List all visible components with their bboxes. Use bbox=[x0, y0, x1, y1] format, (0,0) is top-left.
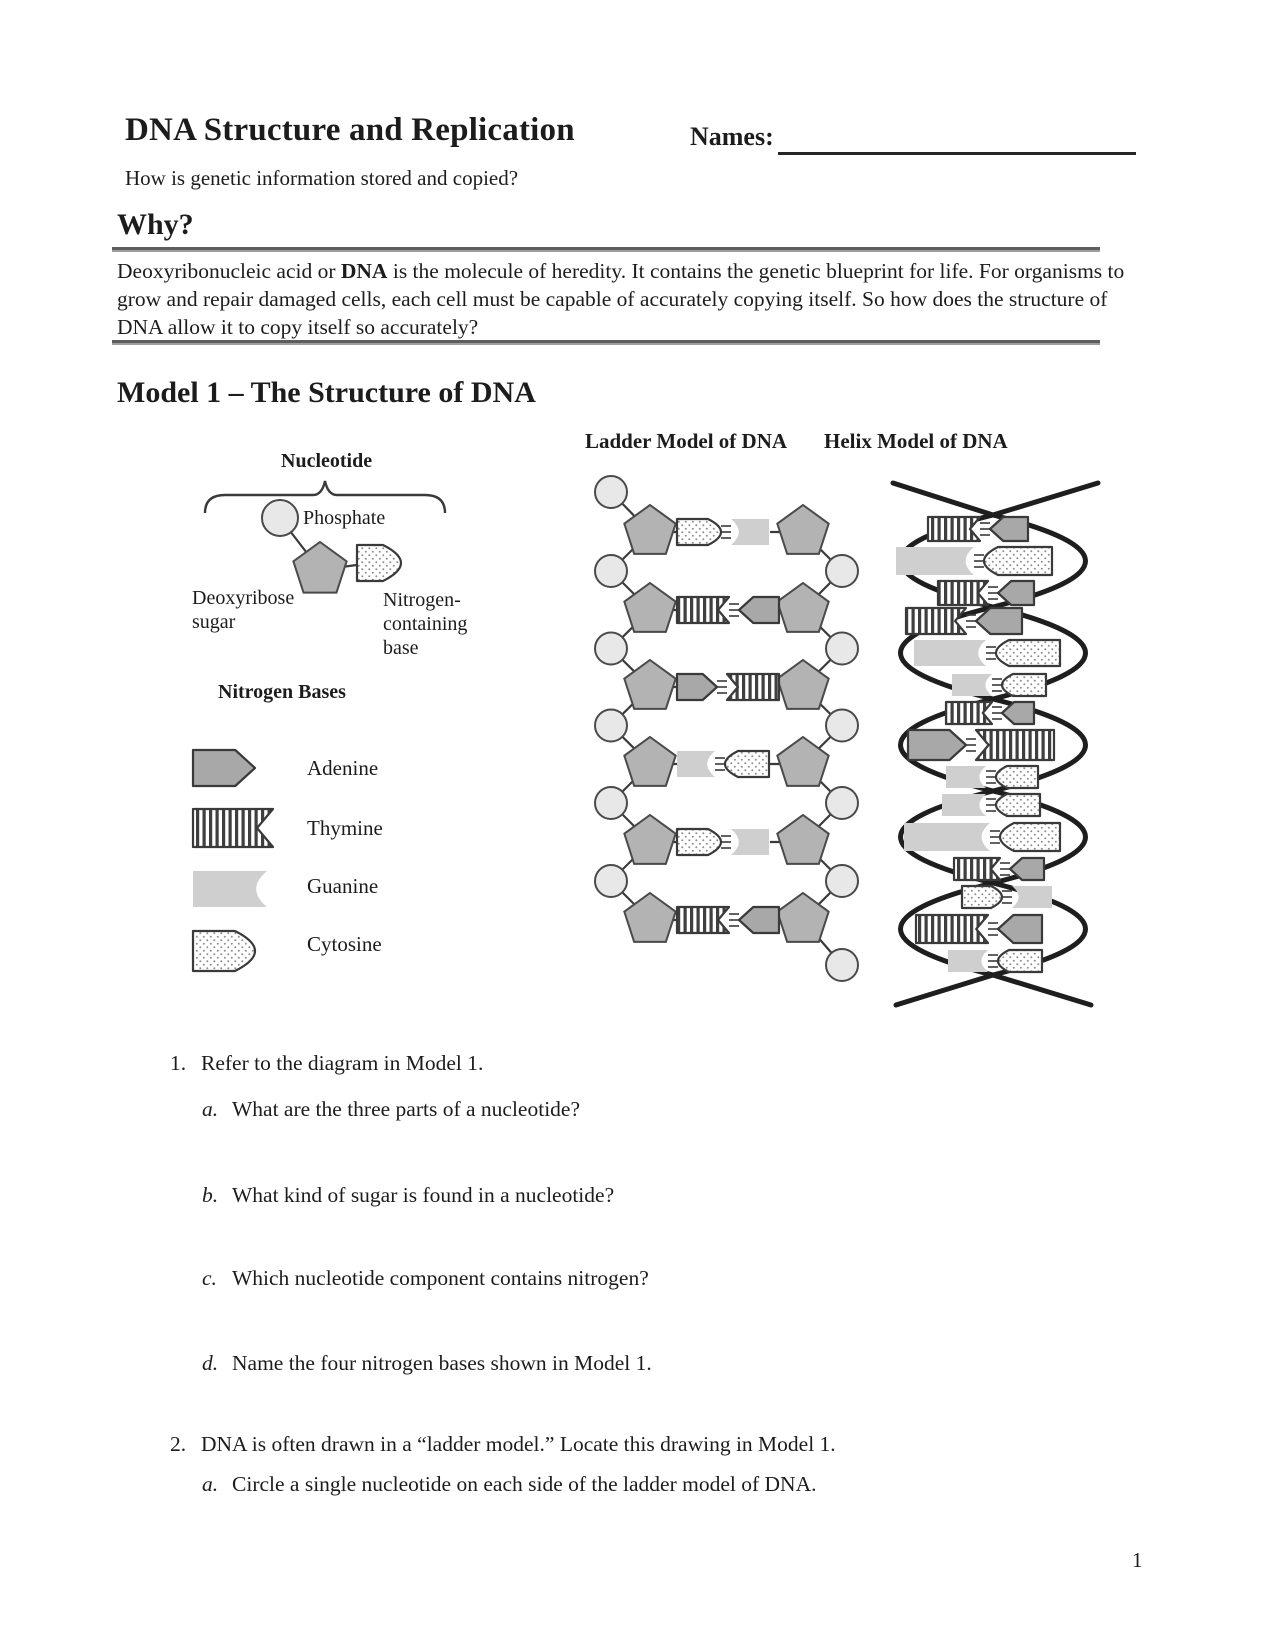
helix-base-pairs bbox=[896, 517, 1060, 972]
guanine-base bbox=[896, 547, 974, 575]
legend-label-guanine: Guanine bbox=[307, 874, 379, 898]
cytosine-base bbox=[677, 829, 721, 855]
names-label: Names: bbox=[690, 122, 774, 151]
adenine-base bbox=[193, 750, 255, 786]
sugar-pentagon bbox=[777, 660, 828, 709]
guanine-base bbox=[948, 950, 988, 972]
ladder-right-backbone bbox=[777, 505, 858, 981]
helix-model-title: Helix Model of DNA bbox=[824, 429, 1008, 453]
guanine-base bbox=[914, 640, 986, 666]
adenine-base bbox=[908, 730, 966, 760]
why-paragraph-bold-dna: DNA bbox=[340, 259, 388, 283]
why-paragraph bbox=[117, 257, 1157, 341]
sugar-pentagon bbox=[624, 893, 675, 942]
why-paragraph-post: is the molecule of heredity. It contains the genetic blueprint for life. For organisms to grow and repair damaged cells, each cell must be capable of accurately copying itself. So how does the structure of DNA allow it to copy itself so accurately? bbox=[117, 259, 1125, 339]
names-blank-line[interactable] bbox=[778, 152, 1136, 155]
thymine-shape-icon bbox=[188, 805, 283, 851]
question-sub-item bbox=[202, 1469, 1130, 1499]
question-sub-text: Name the four nitrogen bases shown in Model 1. bbox=[232, 1351, 652, 1375]
question-sub-text: What are the three parts of a nucleotide? bbox=[232, 1097, 580, 1121]
adenine-base bbox=[1002, 702, 1034, 724]
question-item bbox=[170, 1048, 1130, 1078]
thymine-base bbox=[938, 581, 988, 605]
adenine-base bbox=[990, 517, 1028, 541]
sugar-pentagon bbox=[777, 583, 828, 632]
legend-label-cytosine: Cytosine bbox=[307, 932, 382, 956]
cytosine-base bbox=[996, 766, 1038, 788]
question-sub-letter: a. bbox=[202, 1097, 219, 1121]
question-sub-letter: b. bbox=[202, 1183, 219, 1207]
cytosine-base bbox=[962, 886, 1002, 908]
thymine-base bbox=[193, 809, 273, 847]
thymine-base bbox=[928, 517, 980, 541]
why-heading: Why? bbox=[117, 208, 194, 241]
deoxyribose-sugar-label bbox=[192, 586, 294, 634]
ladder-model-title: Ladder Model of DNA bbox=[585, 429, 788, 453]
phosphate-circle bbox=[826, 633, 858, 665]
cytosine-shape-icon bbox=[188, 928, 283, 974]
sugar-pentagon bbox=[624, 660, 675, 709]
question-sub-item bbox=[202, 1263, 1130, 1293]
sugar-label-line1: Deoxyribose bbox=[192, 587, 295, 609]
question-sub-item bbox=[202, 1094, 1130, 1124]
why-paragraph-pre: Deoxyribonucleic acid or bbox=[117, 259, 341, 283]
question-text: Refer to the diagram in Model 1. bbox=[201, 1051, 484, 1075]
phosphate-circle bbox=[826, 865, 858, 897]
phosphate-label: Phosphate bbox=[303, 507, 386, 529]
why-heading-rule bbox=[112, 247, 1100, 252]
nucleotide-label: Nucleotide bbox=[281, 450, 373, 472]
adenine-base bbox=[739, 907, 779, 933]
question-sub-text: What kind of sugar is found in a nucleotide? bbox=[232, 1183, 615, 1207]
cytosine-base bbox=[996, 794, 1040, 816]
thymine-base bbox=[677, 907, 729, 933]
phosphate-circle bbox=[826, 555, 858, 587]
adenine-shape-icon bbox=[188, 745, 283, 791]
phosphate-circle bbox=[826, 949, 858, 981]
base-label-line2: containing bbox=[383, 613, 468, 635]
phosphate-circle bbox=[595, 633, 627, 665]
cytosine-base bbox=[984, 547, 1052, 575]
question-sub-letter: a. bbox=[202, 1472, 219, 1496]
guanine-shape-icon bbox=[188, 866, 283, 912]
nucleotide-diagram bbox=[175, 445, 525, 680]
guanine-base bbox=[193, 871, 267, 907]
cytosine-base bbox=[998, 950, 1042, 972]
helix-model-diagram bbox=[858, 455, 1203, 1030]
question-text: DNA is often drawn in a “ladder model.” Locate this drawing in Model 1. bbox=[201, 1432, 836, 1456]
page-number: 1 bbox=[1132, 1548, 1143, 1572]
question-sub-item bbox=[202, 1180, 1130, 1210]
phosphate-circle bbox=[595, 865, 627, 897]
cytosine-base bbox=[677, 519, 721, 545]
question-number: 1. bbox=[170, 1051, 187, 1075]
guanine-base bbox=[952, 674, 992, 696]
guanine-base bbox=[946, 766, 986, 788]
sugar-pentagon bbox=[624, 737, 675, 786]
adenine-base bbox=[998, 915, 1042, 943]
nitrogen-base-label bbox=[383, 588, 467, 660]
section-divider-rule bbox=[112, 340, 1100, 345]
page-title: DNA Structure and Replication bbox=[125, 112, 575, 148]
thymine-base bbox=[727, 674, 779, 700]
ladder-backbone-lines bbox=[611, 492, 842, 965]
sugar-label-line2: sugar bbox=[192, 611, 236, 633]
question-sub-letter: c. bbox=[202, 1266, 217, 1290]
thymine-base bbox=[954, 858, 1000, 880]
legend-label-thymine: Thymine bbox=[307, 816, 383, 840]
phosphate-circle bbox=[826, 787, 858, 819]
sugar-pentagon bbox=[777, 505, 828, 554]
phosphate-circle bbox=[595, 555, 627, 587]
sugar-pentagon bbox=[777, 737, 828, 786]
thymine-base bbox=[916, 915, 988, 943]
base-label-line1: Nitrogen- bbox=[383, 589, 461, 611]
legend-label-adenine: Adenine bbox=[307, 756, 379, 780]
phosphate-circle bbox=[262, 500, 298, 536]
model1-heading: Model 1 – The Structure of DNA bbox=[117, 376, 536, 409]
phosphate-circle bbox=[595, 787, 627, 819]
page-subtitle: How is genetic information stored and copied? bbox=[125, 166, 519, 190]
sugar-pentagon bbox=[624, 815, 675, 864]
cytosine-base bbox=[1002, 674, 1046, 696]
question-sub-letter: d. bbox=[202, 1351, 219, 1375]
cytosine-base bbox=[996, 640, 1060, 666]
cytosine-base bbox=[1000, 823, 1060, 851]
thymine-base bbox=[976, 730, 1054, 760]
adenine-base bbox=[998, 581, 1034, 605]
sugar-pentagon bbox=[777, 893, 828, 942]
thymine-base bbox=[946, 702, 992, 724]
thymine-base bbox=[906, 608, 966, 634]
sugar-pentagon bbox=[777, 815, 828, 864]
guanine-base bbox=[942, 794, 986, 816]
sugar-pentagon bbox=[624, 583, 675, 632]
question-number: 2. bbox=[170, 1432, 187, 1456]
adenine-base bbox=[677, 674, 717, 700]
ladder-left-backbone bbox=[595, 476, 676, 942]
phosphate-circle bbox=[595, 710, 627, 742]
cytosine-base bbox=[193, 931, 255, 971]
guanine-base bbox=[677, 751, 715, 777]
phosphate-circle bbox=[826, 710, 858, 742]
guanine-base bbox=[1012, 886, 1052, 908]
phosphate-circle bbox=[595, 476, 627, 508]
guanine-base bbox=[904, 823, 990, 851]
thymine-base bbox=[677, 597, 729, 623]
adenine-base bbox=[739, 597, 779, 623]
question-sub-text: Circle a single nucleotide on each side of the ladder model of DNA. bbox=[232, 1472, 817, 1496]
sugar-pentagon bbox=[293, 542, 346, 593]
question-sub-text: Which nucleotide component contains nitrogen? bbox=[232, 1266, 649, 1290]
guanine-base bbox=[731, 519, 769, 545]
ladder-model-diagram bbox=[565, 450, 885, 1025]
base-label-line3: base bbox=[383, 637, 419, 659]
questions-section bbox=[170, 1048, 1130, 1499]
cytosine-base bbox=[725, 751, 769, 777]
nitrogen-bases-heading: Nitrogen Bases bbox=[218, 681, 346, 703]
question-sub-item bbox=[202, 1348, 1130, 1378]
cytosine-base bbox=[357, 545, 401, 581]
guanine-base bbox=[731, 829, 769, 855]
question-item bbox=[170, 1429, 1130, 1459]
ladder-base-pair-rungs bbox=[677, 519, 779, 933]
